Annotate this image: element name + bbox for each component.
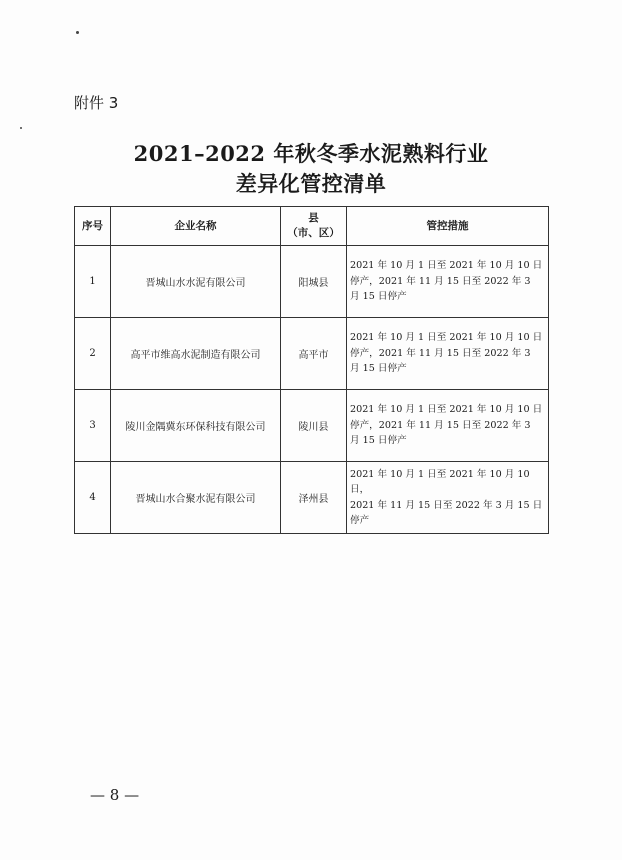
row-measure	[347, 246, 549, 318]
measure-line: 月 15 日停产	[350, 363, 407, 375]
row-company: 高平市维高水泥制造有限公司	[111, 318, 281, 390]
header-company: 企业名称	[111, 207, 281, 246]
row-company: 陵川金隅冀东环保科技有限公司	[111, 390, 281, 462]
header-county-line2: （市、区）	[287, 227, 340, 239]
measure-line: 停产，2021 年 11 月 15 日至 2022 年 3	[350, 275, 531, 287]
row-measure	[347, 390, 549, 462]
document-title-line1: 2021–2022 年秋冬季水泥熟料行业	[133, 141, 489, 166]
table-row	[75, 390, 549, 462]
header-county	[281, 207, 347, 246]
table-row	[75, 462, 549, 534]
control-list-table	[74, 206, 549, 534]
document-title-line2: 差异化管控清单	[235, 171, 387, 196]
row-seq: 3	[75, 390, 111, 462]
header-county-line1: 县	[308, 212, 319, 224]
measure-line: 2021 年 10 月 1 日至 2021 年 10 月 10 日	[350, 332, 543, 344]
row-company: 晋城山水合聚水泥有限公司	[111, 462, 281, 534]
row-county: 泽州县	[281, 462, 347, 534]
table-row	[75, 318, 549, 390]
scan-speck	[76, 31, 79, 34]
table-row	[75, 246, 549, 318]
scan-speck	[20, 127, 22, 129]
measure-line: 2021 年 10 月 1 日至 2021 年 10 月 10 日，	[350, 468, 530, 495]
row-seq: 4	[75, 462, 111, 534]
row-county: 阳城县	[281, 246, 347, 318]
annex-label: 附件 3	[74, 94, 119, 112]
row-company: 晋城山水水泥有限公司	[111, 246, 281, 318]
page-number: — 8 —	[90, 786, 140, 804]
header-measures: 管控措施	[347, 207, 549, 246]
row-seq: 2	[75, 318, 111, 390]
measure-line: 月 15 日停产	[350, 291, 407, 303]
measure-line: 月 15 日停产	[350, 435, 407, 447]
measure-line: 2021 年 10 月 1 日至 2021 年 10 月 10 日	[350, 260, 543, 272]
row-measure	[347, 462, 549, 534]
table-header-row	[75, 207, 549, 246]
measure-line: 2021 年 11 月 15 日至 2022 年 3 月 15 日	[350, 499, 543, 511]
measure-line: 2021 年 10 月 1 日至 2021 年 10 月 10 日	[350, 404, 543, 416]
measure-line: 停产，2021 年 11 月 15 日至 2022 年 3	[350, 347, 531, 359]
row-seq: 1	[75, 246, 111, 318]
header-seq: 序号	[75, 207, 111, 246]
row-county: 陵川县	[281, 390, 347, 462]
measure-line: 停产	[350, 515, 370, 526]
measure-line: 停产，2021 年 11 月 15 日至 2022 年 3	[350, 419, 531, 431]
row-measure	[347, 318, 549, 390]
row-county: 高平市	[281, 318, 347, 390]
